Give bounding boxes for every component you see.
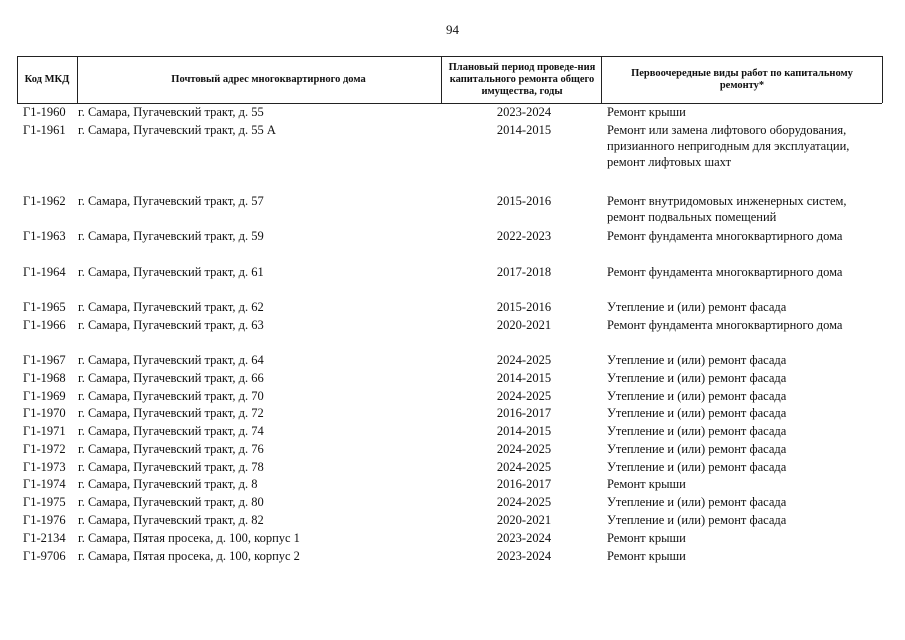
table-border-right: [882, 56, 883, 103]
row-period: 2023-2024: [496, 549, 552, 563]
row-works: Утепление и (или) ремонт фасада: [607, 495, 787, 509]
row-period: 2022-2023: [496, 229, 552, 243]
row-address: г. Самара, Пугачевский тракт, д. 8: [78, 477, 258, 491]
row-address: г. Самара, Пугачевский тракт, д. 57: [78, 194, 264, 208]
row-period: 2014-2015: [496, 424, 552, 438]
row-code: Г1-1967: [23, 353, 66, 367]
header-address: Почтовый адрес многоквартирного дома: [171, 74, 366, 85]
row-address: г. Самара, Пугачевский тракт, д. 62: [78, 300, 264, 314]
row-code: Г1-1965: [23, 300, 66, 314]
row-address: г. Самара, Пугачевский тракт, д. 64: [78, 353, 264, 367]
row-works: Утепление и (или) ремонт фасада: [607, 389, 787, 403]
row-period: 2015-2016: [496, 300, 552, 314]
page-number: 94: [446, 22, 459, 37]
row-works: Ремонт фундамента многоквартирного дома: [607, 229, 843, 243]
row-address: г. Самара, Пугачевский тракт, д. 55 А: [78, 123, 276, 137]
row-works: Утепление и (или) ремонт фасада: [607, 300, 787, 314]
row-address: г. Самара, Пугачевский тракт, д. 70: [78, 389, 264, 403]
row-code: Г1-1969: [23, 389, 66, 403]
row-works: Утепление и (или) ремонт фасада: [607, 460, 787, 474]
row-code: Г1-1971: [23, 424, 66, 438]
row-period: 2016-2017: [496, 406, 552, 420]
row-address: г. Самара, Пугачевский тракт, д. 74: [78, 424, 264, 438]
header-period: Плановый период проведе-ния капитального ремонта общего имущества, годы: [448, 62, 596, 97]
row-works: Ремонт внутридомовых инженерных систем, ремонт подвальных помещений: [607, 194, 847, 224]
row-period: 2023-2024: [496, 531, 552, 545]
row-address: г. Самара, Пугачевский тракт, д. 63: [78, 318, 264, 332]
row-period: 2024-2025: [496, 353, 552, 367]
column-divider: [77, 56, 78, 103]
row-works: Утепление и (или) ремонт фасада: [607, 371, 787, 385]
row-address: г. Самара, Пугачевский тракт, д. 82: [78, 513, 264, 527]
row-works: Ремонт фундамента многоквартирного дома: [607, 265, 843, 279]
row-period: 2024-2025: [496, 460, 552, 474]
row-period: 2024-2025: [496, 442, 552, 456]
row-code: Г1-1961: [23, 123, 66, 137]
row-period: 2016-2017: [496, 477, 552, 491]
row-period: 2014-2015: [496, 123, 552, 137]
row-address: г. Самара, Пугачевский тракт, д. 76: [78, 442, 264, 456]
row-period: 2015-2016: [496, 194, 552, 208]
row-address: г. Самара, Пугачевский тракт, д. 78: [78, 460, 264, 474]
row-address: г. Самара, Пугачевский тракт, д. 72: [78, 406, 264, 420]
header-works: Первоочередные виды работ по капитальному ремонту*: [631, 68, 853, 91]
row-period: 2014-2015: [496, 371, 552, 385]
row-code: Г1-1968: [23, 371, 66, 385]
row-address: г. Самара, Пугачевский тракт, д. 55: [78, 105, 264, 119]
row-period: 2017-2018: [496, 265, 552, 279]
row-works: Ремонт крыши: [607, 105, 686, 119]
row-code: Г1-1972: [23, 442, 66, 456]
row-code: Г1-1976: [23, 513, 66, 527]
row-works: Утепление и (или) ремонт фасада: [607, 424, 787, 438]
row-period: 2024-2025: [496, 389, 552, 403]
row-code: Г1-1966: [23, 318, 66, 332]
row-period: 2020-2021: [496, 318, 552, 332]
row-works: Ремонт крыши: [607, 549, 686, 563]
row-address: г. Самара, Пугачевский тракт, д. 59: [78, 229, 264, 243]
row-code: Г1-1975: [23, 495, 66, 509]
row-code: Г1-1970: [23, 406, 66, 420]
column-divider: [601, 56, 602, 103]
row-code: Г1-1964: [23, 265, 66, 279]
row-code: Г1-1963: [23, 229, 66, 243]
row-works: Ремонт фундамента многоквартирного дома: [607, 318, 843, 332]
row-period: 2024-2025: [496, 495, 552, 509]
row-period: 2023-2024: [496, 105, 552, 119]
row-code: Г1-1962: [23, 194, 66, 208]
row-code: Г1-1973: [23, 460, 66, 474]
row-address: г. Самара, Пугачевский тракт, д. 80: [78, 495, 264, 509]
row-address: г. Самара, Пугачевский тракт, д. 66: [78, 371, 264, 385]
row-code: Г1-9706: [23, 549, 66, 563]
row-works: Ремонт или замена лифтового оборудования, призианного непригодным для эксплуатации, ремонт лифтовых шахт: [607, 123, 850, 169]
header-code: Код МКД: [24, 74, 70, 85]
row-works: Утепление и (или) ремонт фасада: [607, 442, 787, 456]
row-address: г. Самара, Пугачевский тракт, д. 61: [78, 265, 264, 279]
row-works: Утепление и (или) ремонт фасада: [607, 353, 787, 367]
row-works: Утепление и (или) ремонт фасада: [607, 406, 787, 420]
row-works: Ремонт крыши: [607, 477, 686, 491]
table-border-left: [17, 56, 18, 103]
column-divider: [441, 56, 442, 103]
row-address: г. Самара, Пятая просека, д. 100, корпус 2: [78, 549, 300, 563]
row-code: Г1-2134: [23, 531, 66, 545]
table-header: [17, 56, 882, 104]
row-code: Г1-1960: [23, 105, 66, 119]
row-code: Г1-1974: [23, 477, 66, 491]
row-works: Ремонт крыши: [607, 531, 686, 545]
row-address: г. Самара, Пятая просека, д. 100, корпус 1: [78, 531, 300, 545]
row-works: Утепление и (или) ремонт фасада: [607, 513, 787, 527]
row-period: 2020-2021: [496, 513, 552, 527]
